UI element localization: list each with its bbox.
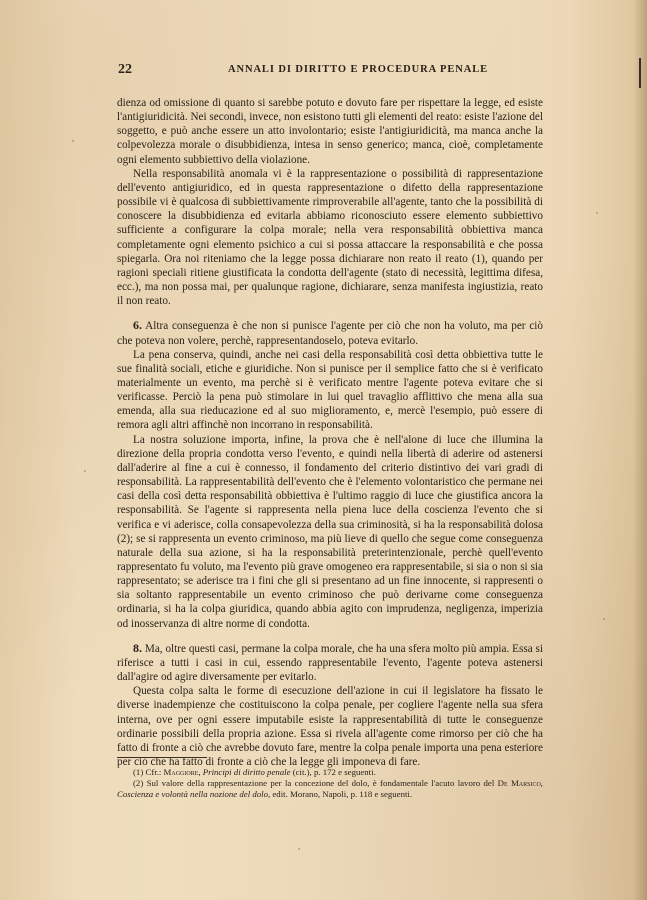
section-8 xyxy=(117,641,543,684)
footnote-2-rest: edit. Morano, Napoli, p. 118 e seguenti. xyxy=(272,789,413,799)
section-6-text: Altra conseguenza è che non si punisce l'agente per ciò che non ha voluto, ma per ciò che poteva non volere, perchè, rappresentandoselo, poteva evitarlo. xyxy=(117,320,543,347)
spine-mark xyxy=(639,58,641,88)
paper-speck xyxy=(603,618,605,620)
footnote-1 xyxy=(117,767,543,778)
paragraph-solution: La nostra soluzione importa, infine, la prova che è nell'alone di luce che illumina la direzione della propria condotta verso l'evento, e quindi nella libertà di aderire od astenersi dall'aderire al fine a cui è connesso, il fondamento del criterio distintivo dei vari gradi di responsabilità. La rappresentabilità dell'evento che è l'elemento volontaristico che permane nei casi della così detta responsabilità obbiettiva è l'ultimo raggio di luce che giustifica ancora la responsabilità. Se l'agente si rappresenta nella piena luce della coscienza l'evento che si verifica e vi aderisce, colla consapevolezza della sua criminosità, si ha la responsabilità dolosa (2); se si rappresenta un evento criminoso, ma più lieve di quello che segue come conseguenza naturale della sua azione, si ha la responsabilità preterintenzionale, perchè quell'evento rappresentato fu voluto, ma l'evento più grave omogeneo era rappresentabile, si sia o non si sia rappresentato; se aderisce tra i fini che gli si presentano ad un fine innocente, si rappresenti o sia soltanto rappresentabile un evento criminoso che può derivarne come conseguenza ordinaria, si ha la colpa giuridica, quando abbia agito con imprudenza, negligenza, imperizia od inosservanza di altre norme di condotta. xyxy=(117,433,543,630)
footnote-1-author: Maggiore, xyxy=(163,767,201,777)
footnote-2-author: De Marsico, xyxy=(497,778,543,788)
paper-speck xyxy=(596,212,598,214)
footnote-rule xyxy=(117,757,207,758)
footnote-1-marker: (1) Cfr.: xyxy=(133,767,162,777)
footnote-2-title: Coscienza e volontà nella nozione del dolo, xyxy=(117,789,271,799)
section-6-number: 6. xyxy=(133,318,142,333)
section-8-number: 8. xyxy=(133,640,142,655)
footnote-2-text: (2) Sul valore della rappresentazione per la concezione del dolo, è fondamentale l'acuto lavoro del xyxy=(133,778,495,788)
footnote-1-rest: (cit.), p. 172 e seguenti. xyxy=(292,767,376,777)
paper-speck xyxy=(298,848,300,850)
section-8-text: Ma, oltre questi casi, permane la colpa morale, che ha una sfera molto più ampia. Essa si riferisce a tutti i casi in cui, essendo rappresentabile l'evento, l'agente poteva astenersi dall'agire od agire diversamente per evitarlo. xyxy=(117,642,543,684)
paragraph-anomalous-responsibility: Nella responsabilità anomala vi è la rappresentazione o possibilità di rappresentazione dell'evento antigiuridico, ed in questa rappresentazione o difetto della rappresentazione possibile vi è qualcosa di subbiettivamente rimproverabile all'agente, tanto che la possibilità di conoscere la disubbidienza ed evitarla abbiamo riconosciuto essere elemento subbiettivo sufficiente a configurare la colpa morale; nella vera responsabilità obbiettiva manca completamente ogni elemento psichico a cui si possa attaccare la responsabilità e che possa spiegarla. Ora noi riteniamo che la legge possa dichiarare non reato il reato (1), quando per ragioni speciali ritiene giustificata la condotta dell'agente (stato di necessità, legittima difesa, ecc.), ma non possa mai, per qualunque ragione, dichiarare, senza manifesta ingiustizia, reato il non reato. xyxy=(117,167,543,308)
paragraph-penalty: La pena conserva, quindi, anche nei casi della responsabilità così detta obbiettiva tutte le sue finalità sociali, etiche e giuridiche. Non si punisce per il semplice fatto che si è verificato materialmente un evento, ma perchè si è verificato mentre l'agente poteva evitare che si verificasse. Perciò la pena può stimolare in lui quel travaglio afflittivo che mena alla sua emenda, alla sua rieducazione ed al suo miglioramento, e, mercè l'esempio, può essere di remora agli altri affinchè non incorrano in responsabilità. xyxy=(117,348,543,432)
footnote-2 xyxy=(117,778,543,800)
paper-speck xyxy=(72,140,74,142)
paragraph-continuation: dienza od omissione di quanto si sarebbe potuto e dovuto fare per rispettare la legge, ed esiste l'antigiuridicità. Nei secondi, invece, non esistono tutti gli elementi del reato: esiste l'azione del soggetto, e può anche essere un atto involontario; esiste l'antigiuridicità, ma manca anche la colpevolezza morale o disubbidienza, intesa in senso generico; manca, cioè, completamente ogni elemento subbiettivo della violazione. xyxy=(117,97,543,166)
binding-shadow xyxy=(633,0,647,900)
section-6 xyxy=(117,318,543,347)
paper-speck xyxy=(84,470,86,472)
paragraph-moral-fault: Questa colpa salta le forme di esecuzione dell'azione in cui il legislatore ha fissato le diverse inadempienze che costituiscono la colpa penale, per cogliere l'agente nella sua sfera interna, ove per ogni essere imputabile esiste la rappresentabilità di tutte le conseguenze ordinarie possibili della propria azione. Essa si rivela all'agente come rimorso per ciò che ha fatto di fronte a ciò che avrebbe dovuto fare, mentre la colpa penale importa una pena esteriore per ciò che ha fatto di fronte a ciò che la legge gli imponeva di fare. xyxy=(117,685,543,769)
running-head xyxy=(118,62,538,78)
main-text xyxy=(117,96,543,769)
page-number: 22 xyxy=(118,62,132,77)
footnotes xyxy=(117,767,543,800)
journal-title: ANNALI DI DIRITTO E PROCEDURA PENALE xyxy=(228,64,489,75)
footnote-1-title: Principi di diritto penale xyxy=(202,767,291,777)
